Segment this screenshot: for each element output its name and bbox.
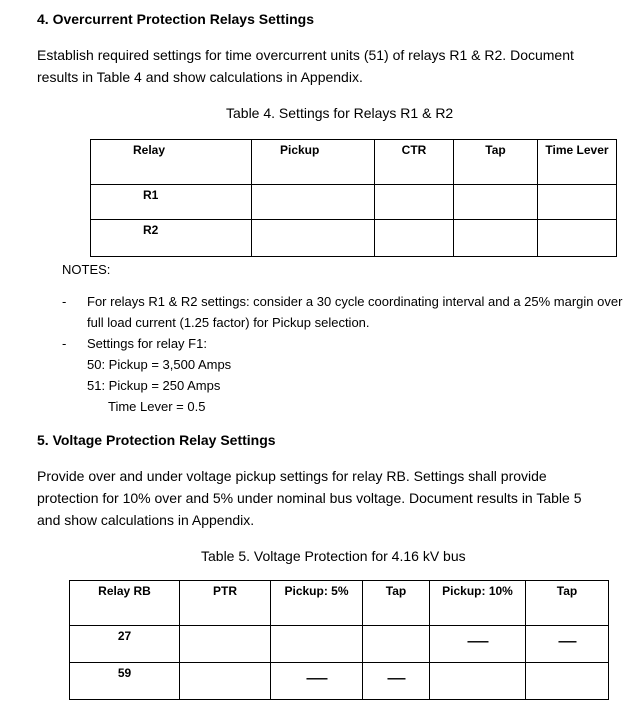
section-4-intro-line-2: results in Table 4 and show calculations in Appendix.: [37, 69, 363, 85]
table-4-cell: [454, 185, 538, 220]
table-5-header-pickup-5: Pickup: 5%: [271, 581, 363, 626]
note-1-line-2: full load current (1.25 factor) for Pickup selection.: [87, 315, 370, 330]
table-4-cell: [454, 220, 538, 257]
table-5-cell: [363, 626, 430, 663]
table-4-cell: [538, 185, 617, 220]
note-2-line-3: 51: Pickup = 250 Amps: [87, 378, 221, 393]
table-4-header-row: [91, 140, 617, 185]
table-5-header-ptr: PTR: [180, 581, 271, 626]
table-5-cell-dashes: -------: [430, 626, 526, 663]
section-4-intro-line-1: Establish required settings for time overcurrent units (51) of relays R1 & R2. Document: [37, 47, 574, 63]
table-5-header-tap-1: Tap: [363, 581, 430, 626]
table-5-cell-relay-27: 27: [70, 626, 180, 663]
note-1-bullet: -: [62, 294, 67, 309]
table-4-caption: Table 4. Settings for Relays R1 & R2: [226, 105, 454, 121]
section-5-heading: 5. Voltage Protection Relay Settings: [37, 432, 276, 448]
table-row: [91, 220, 617, 257]
table-4-header-time-lever: Time Lever: [538, 140, 617, 185]
table-row: [91, 185, 617, 220]
section-5-intro-line-2: protection for 10% over and 5% under nominal bus voltage. Document results in Table 5: [37, 490, 582, 506]
table-5-cell-dashes: -------: [271, 663, 363, 700]
table-5-cell-relay-59: 59: [70, 663, 180, 700]
section-5-intro-line-3: and show calculations in Appendix.: [37, 512, 255, 528]
table-5-cell-dashes: ------: [526, 626, 609, 663]
table-5-cell-dashes: ------: [363, 663, 430, 700]
table-5-cell: [180, 626, 271, 663]
table-4-cell: [375, 220, 454, 257]
table-5-header-pickup-10: Pickup: 10%: [430, 581, 526, 626]
table-5-header-relay-rb: Relay RB: [70, 581, 180, 626]
note-2-line-1: Settings for relay F1:: [87, 336, 207, 351]
note-2-bullet: -: [62, 336, 67, 351]
table-5-cell: [180, 663, 271, 700]
table-4-cell: [252, 185, 375, 220]
table-4-header-relay: Relay: [91, 140, 252, 185]
table-row: [70, 663, 609, 700]
table-5-caption: Table 5. Voltage Protection for 4.16 kV bus: [201, 548, 466, 564]
table-5-header-tap-2: Tap: [526, 581, 609, 626]
table-4-cell-relay-r2: R2: [91, 220, 252, 257]
table-4-cell: [538, 220, 617, 257]
table-5-cell: [271, 626, 363, 663]
note-1-line-1: For relays R1 & R2 settings: consider a 30 cycle coordinating interval and a 25% margin over: [87, 294, 623, 309]
note-2-line-2: 50: Pickup = 3,500 Amps: [87, 357, 232, 372]
notes-label: NOTES:: [62, 262, 111, 277]
table-4-cell: [375, 185, 454, 220]
table-4-header-pickup: Pickup: [252, 140, 375, 185]
table-row: [70, 626, 609, 663]
section-5-intro-line-1: Provide over and under voltage pickup settings for relay RB. Settings shall provide: [37, 468, 547, 484]
section-4-heading: 4. Overcurrent Protection Relays Settings: [37, 11, 314, 27]
table-4-header-ctr: CTR: [375, 140, 454, 185]
note-2-line-4: Time Lever = 0.5: [108, 399, 206, 414]
table-4-cell-relay-r1: R1: [91, 185, 252, 220]
table-4-header-tap: Tap: [454, 140, 538, 185]
table-5-header-row: [70, 581, 609, 626]
table-4: [90, 139, 617, 257]
table-4-cell: [252, 220, 375, 257]
table-5-cell: [526, 663, 609, 700]
table-5-cell: [430, 663, 526, 700]
table-5: [69, 580, 609, 700]
